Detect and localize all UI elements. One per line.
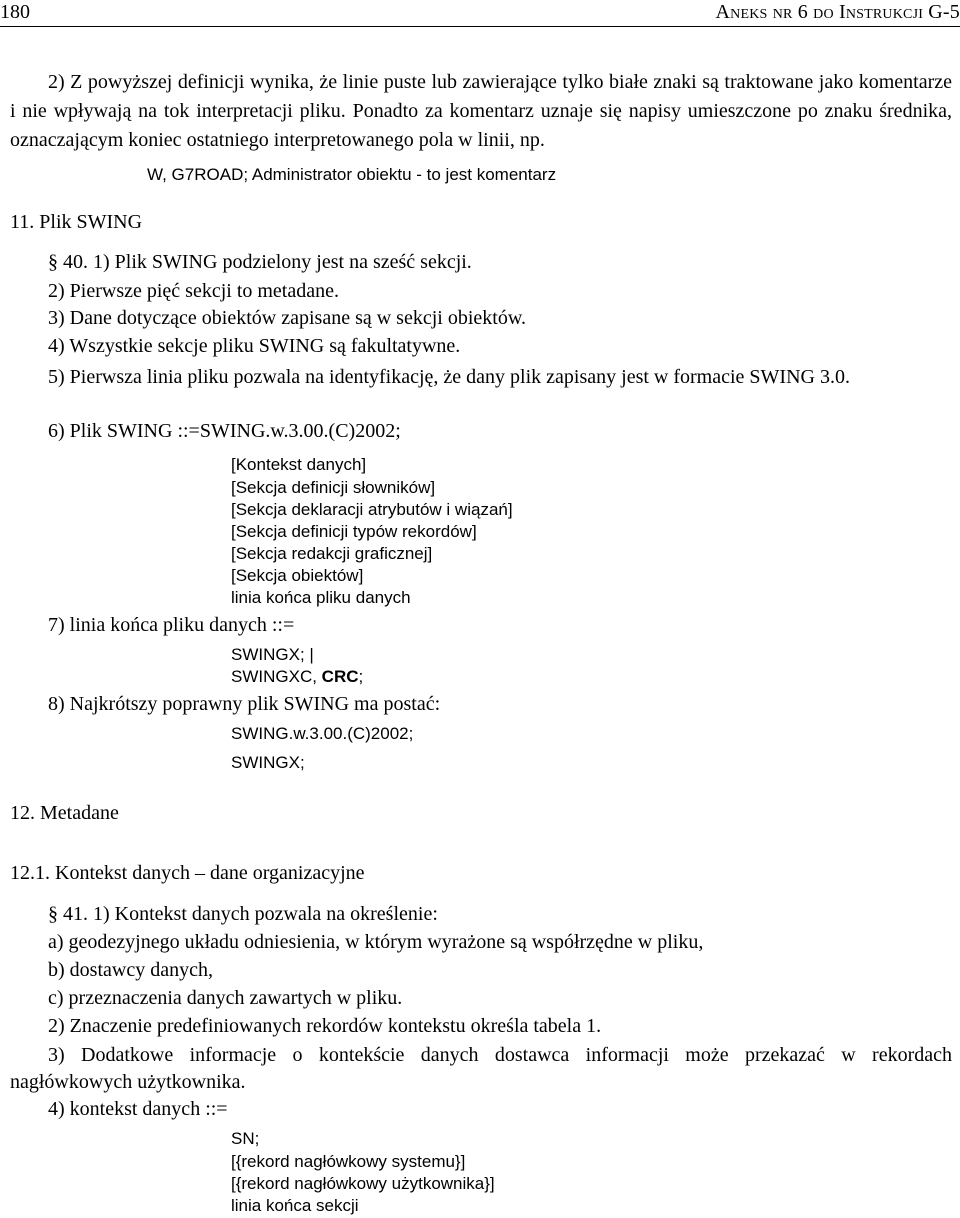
grammar-line: [Sekcja obiektów] — [231, 566, 364, 585]
page-header — [0, 0, 960, 26]
list-item: a) geodezyjnego układu odniesienia, w którym wyrażone są współrzędne w pliku, — [48, 931, 704, 953]
page-number: 180 — [0, 1, 30, 23]
para-41-4: 4) kontekst danych ::= — [48, 1098, 228, 1120]
para-41-1: § 41. 1) Kontekst danych pozwala na określenie: — [48, 903, 438, 925]
list-item: b) dostawcy danych, — [48, 959, 213, 981]
intro-paragraph: 2) Z powyższej definicji wynika, że linie puste lub zawierające tylko białe znaki są traktowane jako komentarze i nie wpływają na tok interpretacji pliku. Ponadto za komentarz uznaje się napisy umieszczone po znaku średnika, oznaczającym koniec ostatniego interpretowanego pola w linii, np. — [10, 71, 952, 151]
end-line-option — [231, 666, 363, 687]
grammar-line: [Kontekst danych] — [231, 455, 367, 474]
shortest-file-line: SWINGX; — [231, 753, 305, 772]
header-rule — [0, 26, 960, 27]
crc-keyword: CRC — [321, 667, 359, 686]
para-41-2: 2) Znaczenie predefiniowanych rekordów kontekstu określa tabela 1. — [48, 1015, 602, 1037]
shortest-file-line: SWING.w.3.00.(C)2002; — [231, 724, 414, 743]
context-line: SN; — [231, 1129, 260, 1148]
end-line-semicolon: ; — [358, 667, 364, 686]
para-40-6: 6) Plik SWING ::=SWING.w.3.00.(C)2002; — [48, 420, 401, 442]
para-41-3: 3) Dodatkowe informacje o kontekście danych dostawca informacji może przekazać w rekordach nagłówkowych użytkownika. — [10, 1044, 952, 1093]
para-40-5: 5) Pierwsza linia pliku pozwala na identyfikację, że dany plik zapisany jest w formacie SWING 3.0. — [48, 366, 850, 388]
para-40-1: § 40. 1) Plik SWING podzielony jest na sześć sekcji. — [48, 251, 472, 273]
end-line-option: SWINGX; | — [231, 645, 314, 664]
section-12-1-heading: 12.1. Kontekst danych – dane organizacyjne — [10, 862, 365, 884]
section-11-heading: 11. Plik SWING — [10, 211, 143, 233]
grammar-line: [Sekcja redakcji graficznej] — [231, 544, 433, 563]
para-40-8: 8) Najkrótszy poprawny plik SWING ma postać: — [48, 693, 441, 715]
para-40-4: 4) Wszystkie sekcje pliku SWING są fakultatywne. — [48, 335, 461, 357]
grammar-line: [Sekcja definicji słowników] — [231, 478, 436, 497]
running-title: Aneks nr 6 do Instrukcji G-5 — [715, 1, 960, 23]
grammar-line: linia końca pliku danych — [231, 588, 411, 607]
list-item: c) przeznaczenia danych zawartych w pliku. — [48, 987, 403, 1009]
comment-example: W, G7ROAD; Administrator obiektu - to jest komentarz — [147, 165, 557, 184]
end-line-text: SWINGXC, — [231, 667, 322, 686]
para-40-3: 3) Dane dotyczące obiektów zapisane są w sekcji obiektów. — [48, 307, 526, 329]
grammar-line: [Sekcja definicji typów rekordów] — [231, 522, 477, 541]
context-line: linia końca sekcji — [231, 1196, 359, 1215]
context-line: [{rekord nagłówkowy systemu}] — [231, 1152, 466, 1171]
context-line: [{rekord nagłówkowy użytkownika}] — [231, 1174, 495, 1193]
section-12-heading: 12. Metadane — [10, 802, 119, 824]
para-40-7: 7) linia końca pliku danych ::= — [48, 614, 295, 636]
para-40-2: 2) Pierwsze pięć sekcji to metadane. — [48, 280, 339, 302]
grammar-line: [Sekcja deklaracji atrybutów i wiązań] — [231, 500, 513, 519]
